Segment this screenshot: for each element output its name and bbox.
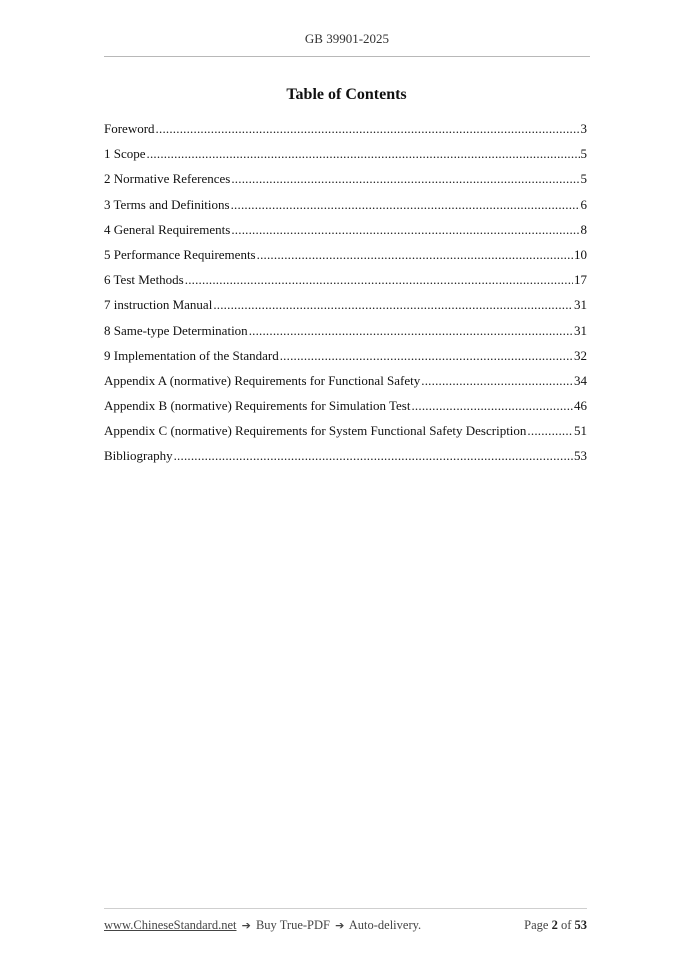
of-word: of — [560, 918, 572, 932]
auto-delivery-text: Auto-delivery. — [348, 918, 422, 932]
total-pages: 53 — [574, 918, 587, 932]
toc-dot-leader — [421, 371, 573, 391]
toc-dot-leader — [280, 346, 573, 366]
toc-dot-leader — [231, 220, 579, 240]
toc-entry-page: 6 — [580, 196, 587, 212]
buy-pdf-text: Buy True-PDF — [255, 918, 330, 932]
toc-entry-label: 3 Terms and Definitions — [104, 196, 230, 212]
toc-dot-leader — [174, 446, 573, 466]
toc-entry-page: 3 — [580, 121, 587, 136]
right-arrow-icon: ➔ — [335, 919, 345, 932]
toc-entry-appendix-b[interactable] — [104, 396, 587, 421]
toc-entry-label: Foreword — [104, 121, 155, 136]
toc-entry-label: 8 Same-type Determination — [104, 322, 248, 338]
right-arrow-icon: ➔ — [241, 919, 251, 932]
document-id: GB 39901-2025 — [304, 31, 390, 46]
toc-dot-leader — [249, 321, 573, 341]
toc-entry-label: Bibliography — [104, 448, 173, 464]
toc-entry-label: 7 instruction Manual — [104, 297, 213, 313]
toc-entry-appendix-c[interactable] — [104, 421, 587, 446]
toc-entry-page: 32 — [574, 347, 587, 363]
toc-entry-normative-references[interactable] — [104, 169, 587, 194]
page-footer — [104, 908, 587, 933]
toc-entry-label: Appendix B (normative) Requirements for Simulation Test — [104, 398, 411, 414]
page-number — [524, 918, 587, 933]
toc-entry-label: 2 Normative References — [104, 171, 231, 187]
toc-dot-leader — [411, 396, 573, 416]
page-word: Page — [524, 918, 549, 932]
toc-entry-page: 5 — [580, 171, 587, 187]
toc-list — [104, 119, 587, 472]
toc-entry-label: Appendix C (normative) Requirements for System Functional Safety Description — [104, 423, 527, 439]
toc-dot-leader — [213, 295, 573, 315]
toc-entry-label: 4 General Requirements — [104, 221, 231, 237]
current-page: 2 — [551, 918, 558, 932]
toc-entry-label: Appendix A (normative) Requirements for Functional Safety — [104, 372, 421, 388]
footer-promo — [104, 918, 421, 933]
toc-entry-test-methods[interactable] — [104, 270, 587, 295]
toc-entry-page: 51 — [574, 423, 587, 439]
toc-entry-appendix-a[interactable] — [104, 371, 587, 396]
toc-dot-leader — [257, 245, 573, 265]
toc-entry-label: 6 Test Methods — [104, 272, 184, 288]
toc-entry-page: 5 — [580, 146, 587, 162]
toc-dot-leader — [231, 195, 580, 215]
toc-entry-scope[interactable] — [104, 144, 587, 169]
toc-entry-bibliography[interactable] — [104, 446, 587, 471]
toc-entry-label: 1 Scope — [104, 146, 146, 162]
toc-title: Table of Contents — [286, 86, 407, 103]
toc-entry-implementation[interactable] — [104, 346, 587, 371]
toc-dot-leader — [527, 421, 573, 441]
toc-entry-performance-requirements[interactable] — [104, 245, 587, 270]
toc-entry-page: 34 — [574, 372, 587, 388]
toc-entry-general-requirements[interactable] — [104, 220, 587, 245]
toc-entry-page: 10 — [574, 246, 587, 262]
toc-entry-page: 8 — [580, 221, 587, 237]
toc-entry-instruction-manual[interactable] — [104, 295, 587, 320]
page-header — [104, 28, 590, 57]
toc-entry-same-type-determination[interactable] — [104, 321, 587, 346]
toc-entry-foreword[interactable] — [104, 119, 587, 144]
toc-entry-terms-and-definitions[interactable] — [104, 195, 587, 220]
toc-dot-leader — [185, 270, 573, 290]
toc-entry-page: 17 — [574, 272, 587, 288]
toc-entry-label: 5 Performance Requirements — [104, 246, 256, 262]
toc-entry-page: 53 — [574, 448, 587, 464]
toc-dot-leader — [156, 119, 580, 139]
toc-dot-leader — [147, 144, 580, 164]
toc-entry-page: 31 — [574, 297, 587, 313]
toc-entry-label: 9 Implementation of the Standard — [104, 347, 279, 363]
site-link[interactable]: www.ChineseStandard.net — [104, 918, 237, 932]
toc-entry-page: 46 — [574, 398, 587, 414]
toc-dot-leader — [231, 169, 579, 189]
toc-entry-page: 31 — [574, 322, 587, 338]
